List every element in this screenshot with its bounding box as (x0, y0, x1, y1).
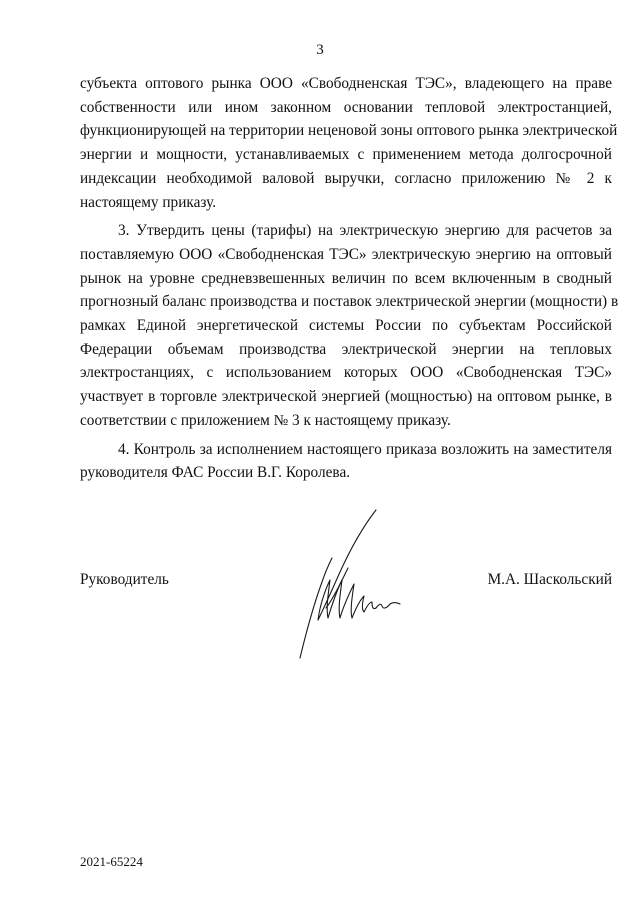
text-line: собственности или ином законном основании тепловой электростанцией, (80, 98, 612, 116)
text-line: рынок на уровне средневзвешенных величин по всем включенным в сводный (80, 269, 612, 287)
document-code: 2021-65224 (80, 854, 143, 869)
paragraph-continuation (80, 72, 618, 214)
signer-name: М.А. Шаскольский (487, 571, 612, 588)
document-body (80, 72, 619, 485)
text-line: функционирующей на территории неценовой зоны оптового рынка электрической (80, 122, 618, 140)
text-line: индексации необходимой валовой выручки, согласно приложению № 2 к (80, 169, 612, 187)
text-line: субъекта оптового рынка ООО «Свободненская ТЭС», владеющего на праве (80, 75, 612, 92)
handwritten-signature (292, 508, 412, 666)
signer-position: Руководитель (80, 571, 169, 588)
text-line: 3. Утвердить цены (тарифы) на электрическую энергию для расчетов за (118, 222, 612, 240)
text-line: Федерации объемам производства электрической энергии на тепловых (80, 340, 612, 358)
text-line: участвует в торговле электрической энергией (мощностью) на оптовом рынке, в (80, 388, 612, 406)
text-line: настоящему приказу. (80, 193, 217, 211)
text-line: руководителя ФАС России В.Г. Королева. (80, 464, 351, 482)
text-line: энергии и мощности, устанавливаемых с применением метода долгосрочной (80, 146, 612, 164)
paragraph-item-3 (80, 219, 619, 432)
text-line: 4. Контроль за исполнением настоящего приказа возложить на заместителя (118, 440, 612, 458)
text-line: соответствии с приложением № 3 к настоящему приказу. (80, 411, 451, 429)
text-line: электростанциях, с использованием которых ООО «Свободненская ТЭС» (80, 364, 612, 382)
text-line: прогнозный баланс производства и поставок электрической энергии (мощности) в (80, 293, 619, 311)
text-line: рамках Единой энергетической системы России по субъектам Российской (80, 317, 612, 335)
page-number: 3 (316, 42, 324, 58)
text-line: поставляемую ООО «Свободненская ТЭС» электрическую энергию на оптовый (80, 245, 612, 263)
paragraph-item-4 (80, 438, 612, 485)
